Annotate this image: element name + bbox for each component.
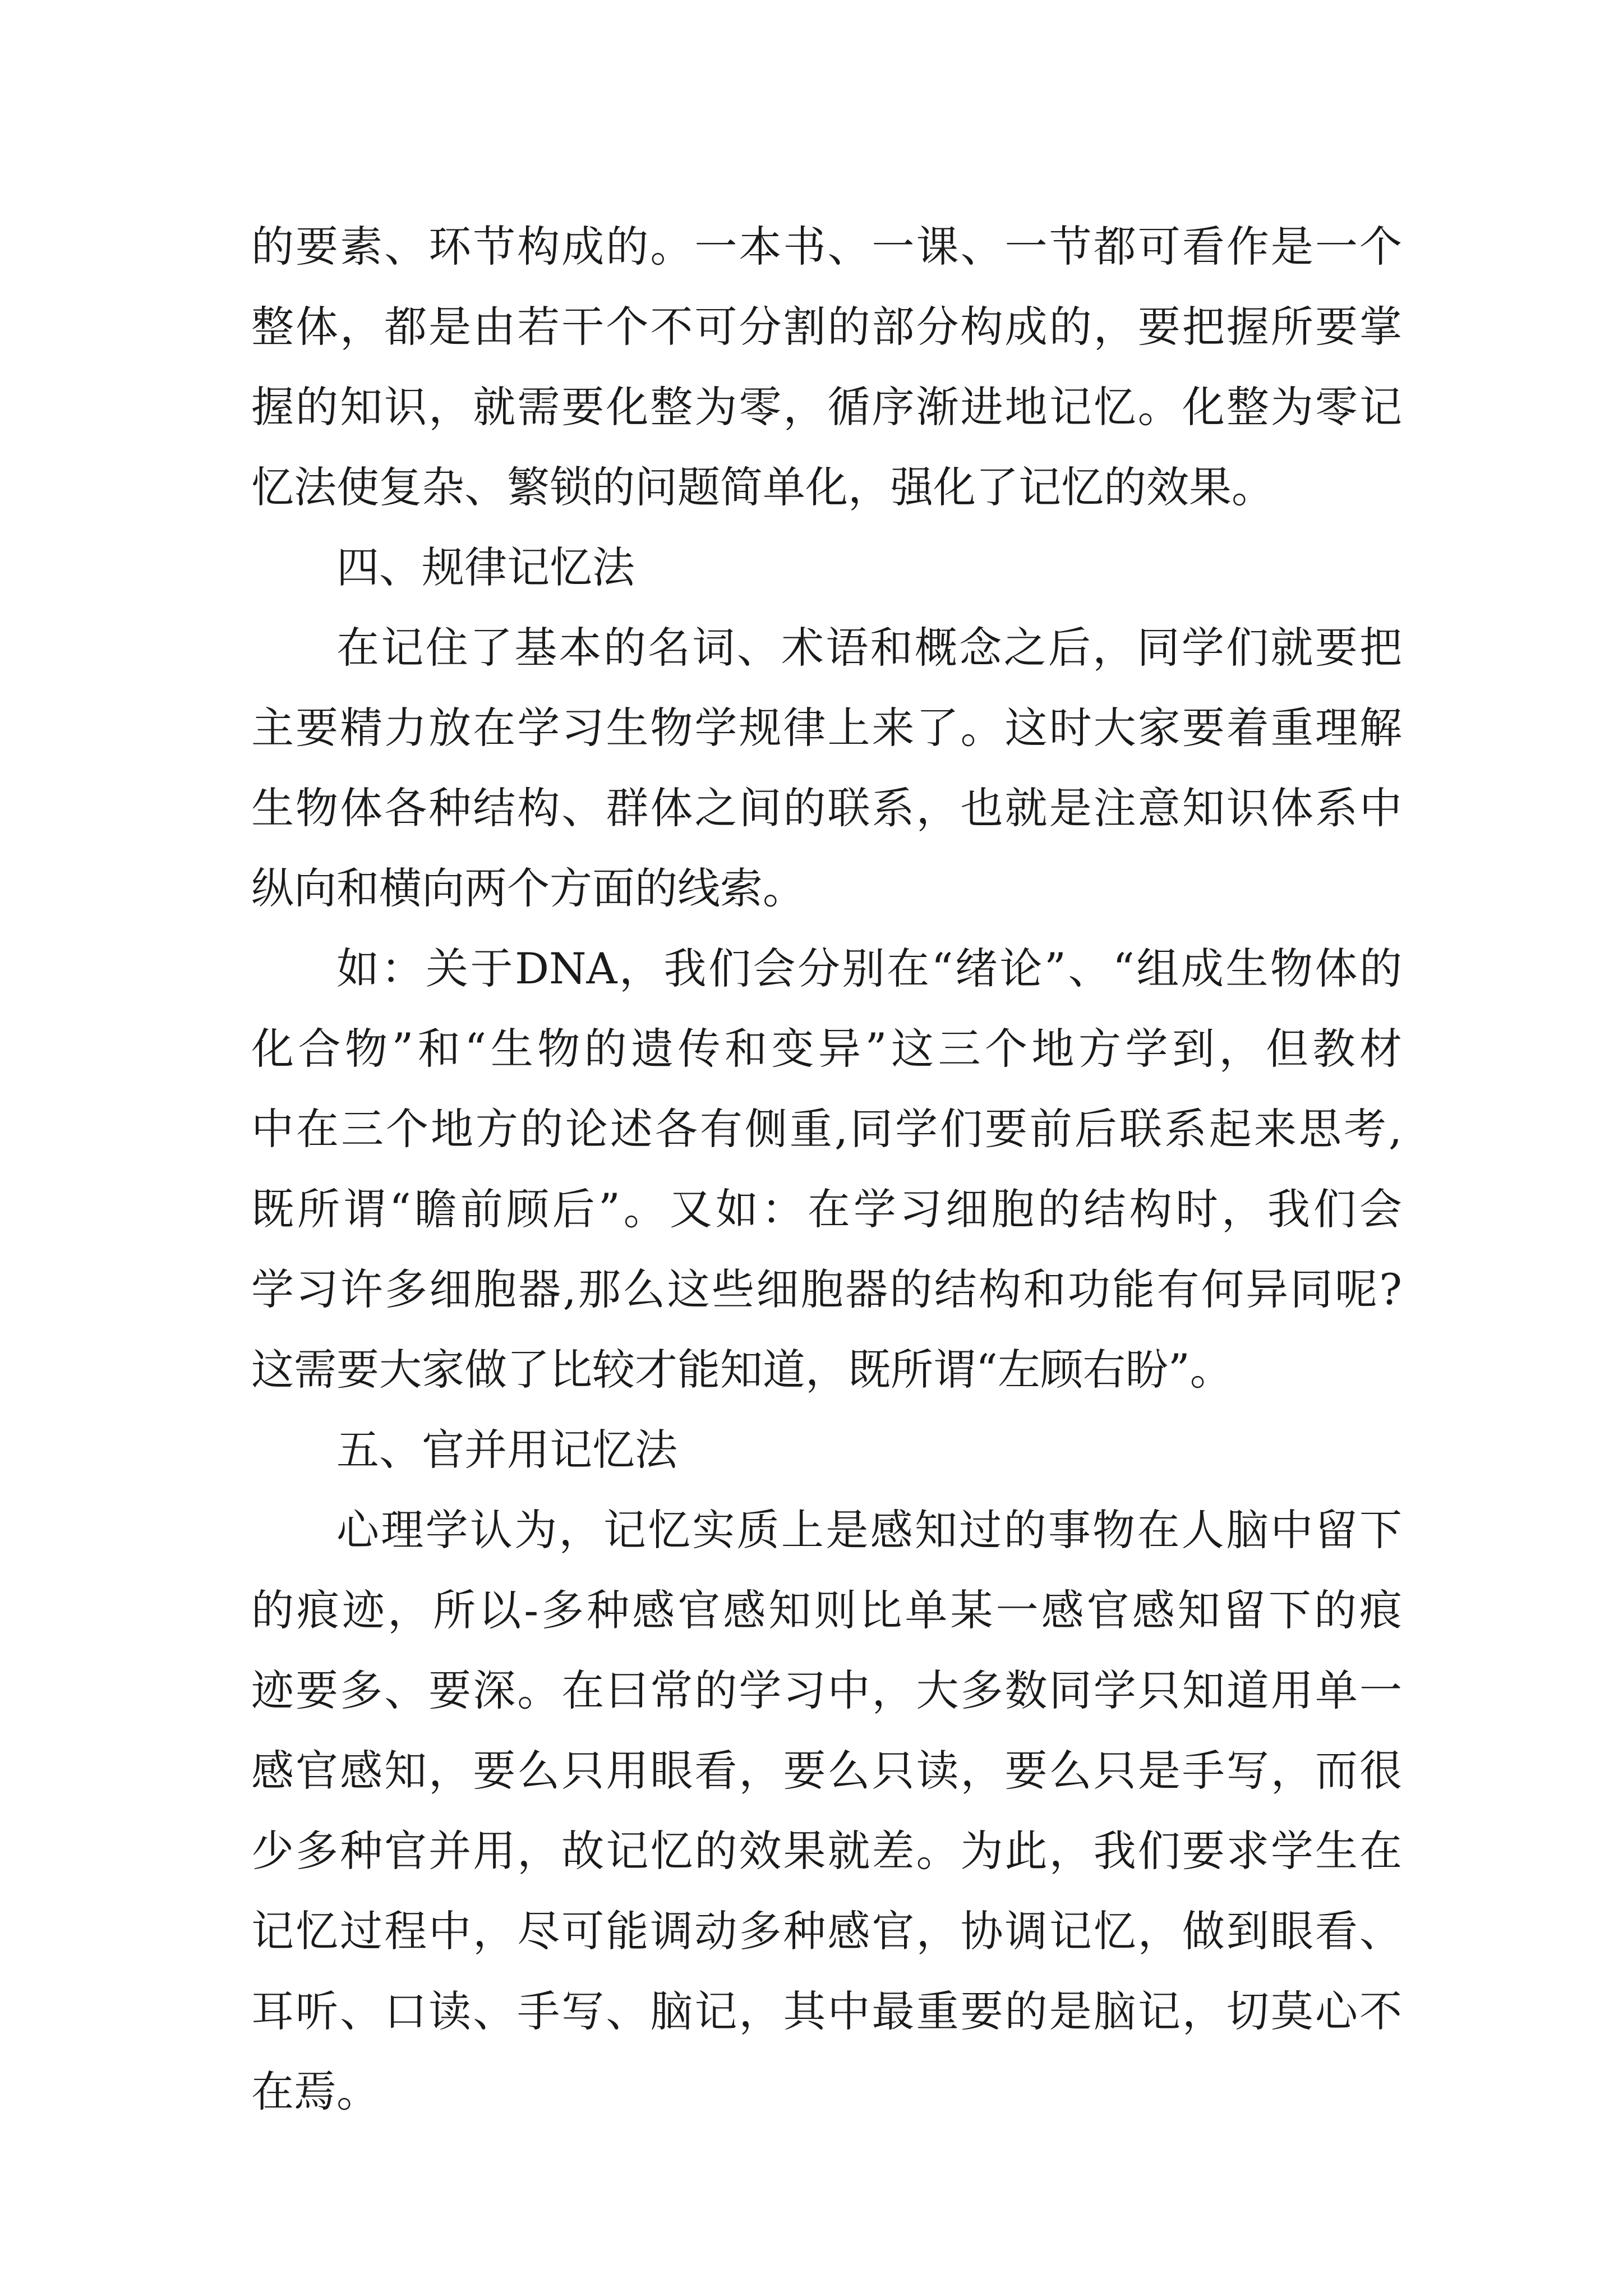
text-line: 中在三个地方的论述各有侧重,同学们要前后联系起来思考, xyxy=(251,1104,1402,1154)
text-line: 感官感知，要么只用眼看，要么只读，要么只是手写，而很 xyxy=(251,1746,1402,1796)
text-line: 这需要大家做了比较才能知道，既所谓“左顾右盼”。 xyxy=(251,1345,1233,1395)
text-line: 的痕迹，所以-多种感官感知则比单某一感官感知留下的痕 xyxy=(251,1585,1402,1635)
text-line: 在记住了基本的名词、术语和概念之后，同学们就要把 xyxy=(336,623,1402,673)
text-line: 主要精力放在学习生物学规律上来了。这时大家要着重理解 xyxy=(251,703,1402,753)
text-line: 少多种官并用，故记忆的效果就差。为此，我们要求学生在 xyxy=(251,1826,1402,1876)
text-line: 化合物”和“生物的遗传和变异”这三个地方学到，但教材 xyxy=(251,1024,1402,1074)
section-heading-4: 四、规律记忆法 xyxy=(336,542,635,592)
text-line: 生物体各种结构、群体之间的联系，也就是注意知识体系中 xyxy=(251,783,1402,833)
text-line: 耳听、口读、手写、脑记，其中最重要的是脑记，切莫心不 xyxy=(251,1986,1402,2036)
text-line: 的要素、环节构成的。一本书、一课、一节都可看作是一个 xyxy=(251,222,1402,272)
text-line: 学习许多细胞器,那么这些细胞器的结构和功能有何异同呢? xyxy=(251,1264,1402,1314)
section-heading-5: 五、官并用记忆法 xyxy=(336,1425,677,1475)
text-line: 忆法使复杂、繁锁的问题简单化，强化了记忆的效果。 xyxy=(251,462,1274,512)
text-line: 心理学认为，记忆实质上是感知过的事物在人脑中留下 xyxy=(336,1505,1402,1555)
text-line: 整体，都是由若干个不可分割的部分构成的，要把握所要掌 xyxy=(251,302,1402,352)
text-line: 握的知识，就需要化整为零，循序渐进地记忆。化整为零记 xyxy=(251,382,1402,432)
text-line: 如：关于DNA，我们会分别在“绪论”、“组成生物体的 xyxy=(336,944,1402,993)
text-line: 迹要多、要深。在曰常的学习中，大多数同学只知道用单一 xyxy=(251,1665,1402,1715)
body-text xyxy=(251,206,1402,2132)
text-line: 记忆过程中，尽可能调动多种感官，协调记忆，做到眼看、 xyxy=(251,1906,1402,1956)
text-line: 纵向和横向两个方面的线索。 xyxy=(251,863,805,913)
text-line: 既所谓“瞻前顾后”。又如：在学习细胞的结构时，我们会 xyxy=(251,1184,1402,1234)
text-line: 在焉。 xyxy=(251,2067,379,2116)
